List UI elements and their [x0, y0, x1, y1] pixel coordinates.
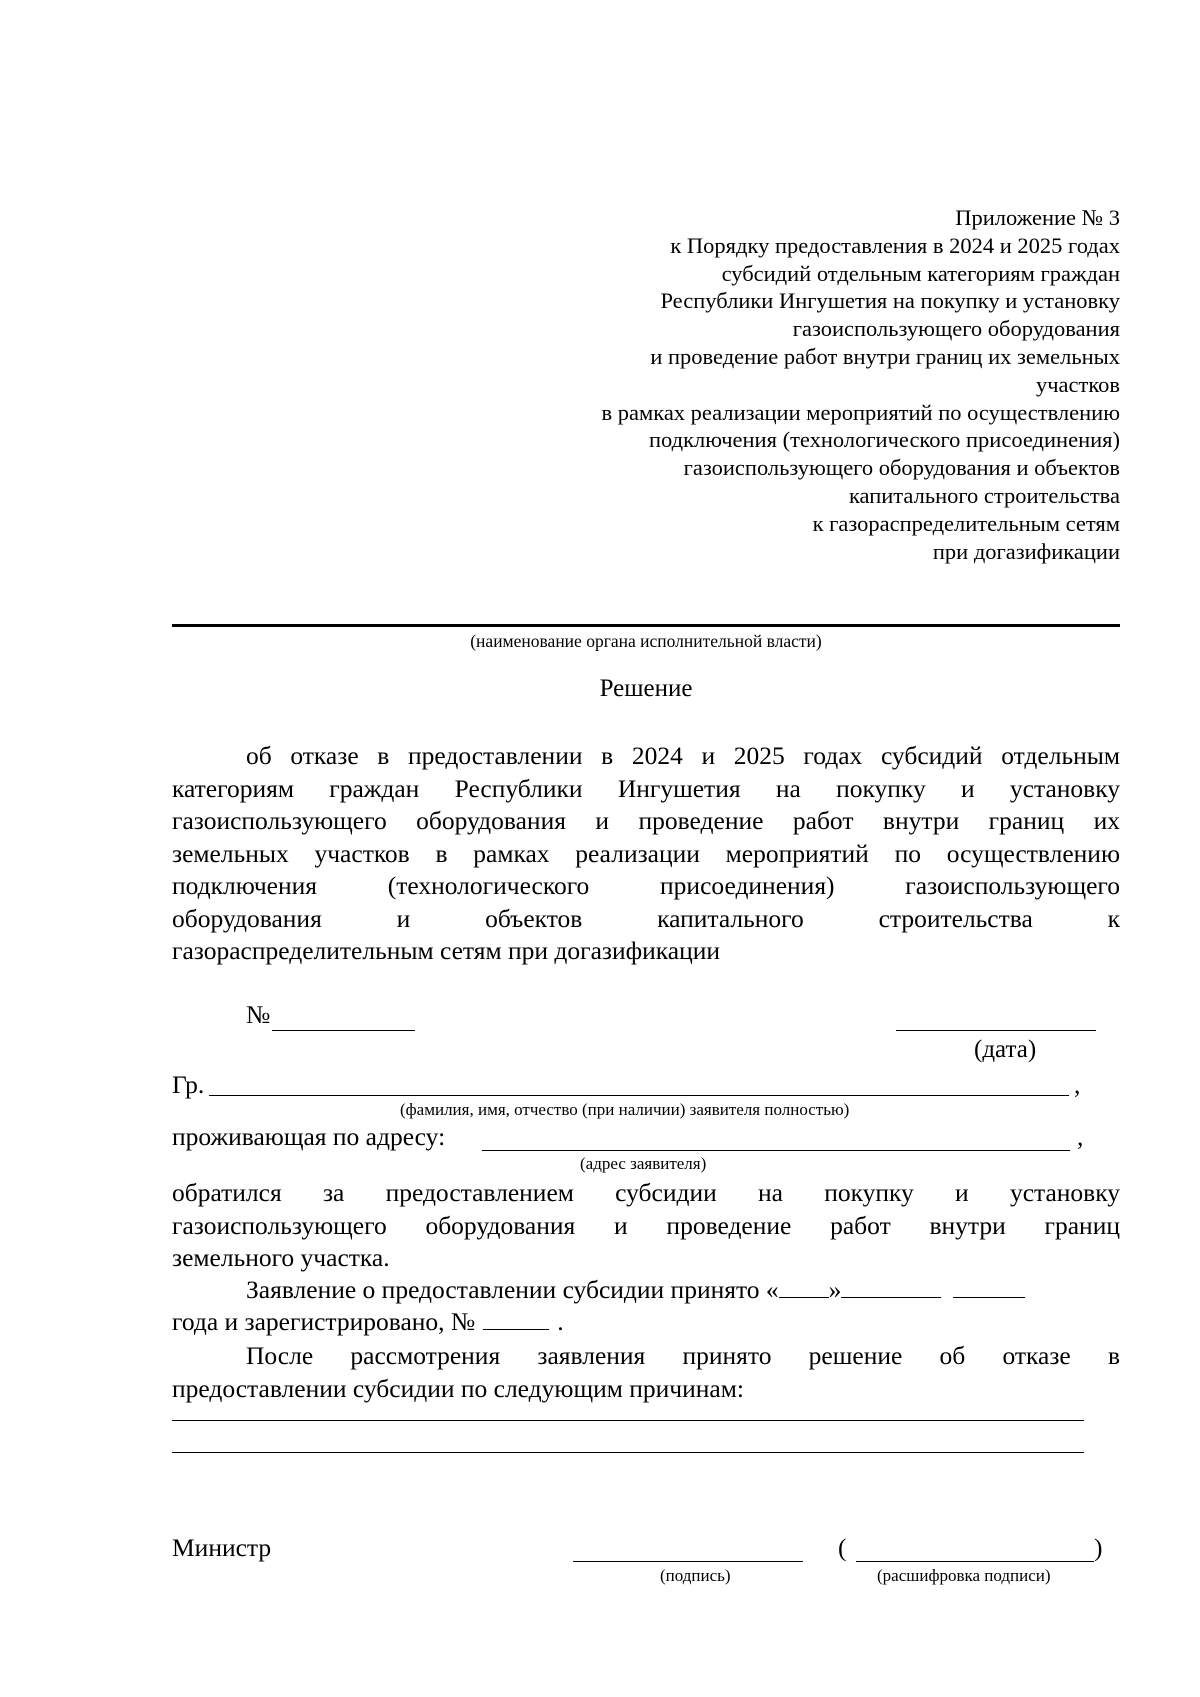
application-registered-line [172, 1307, 564, 1337]
refusal-line: После рассмотрения заявления принято решение об отказе в [246, 1341, 1120, 1370]
number-label: № [246, 1000, 271, 1029]
signatory-position: Министр [172, 1533, 272, 1562]
request-line: обратился за предоставлением субсидии на покупку и установку [172, 1178, 1120, 1207]
application-accepted-line [246, 1275, 1025, 1305]
request-line: газоиспользующего оборудования и проведение работ внутри границ [172, 1210, 1120, 1240]
request-paragraph [172, 1177, 1120, 1275]
refusal-paragraph [172, 1340, 1120, 1405]
reason-line [172, 1452, 1084, 1453]
quote-close: » [828, 1275, 842, 1304]
appendix-line: газоиспользующего оборудования [792, 316, 1120, 342]
subject-line: категориям граждан Республики Ингушетия на покупку и установку [172, 773, 1120, 803]
appendix-line: Приложение № 3 [955, 205, 1120, 230]
appendix-line: в рамках реализации мероприятий по осуществлению [601, 399, 1120, 425]
signature-decode-line [856, 1561, 1094, 1562]
subject-line: оборудования и объектов капитального строительства к [172, 903, 1120, 933]
appendix-line: газоиспользующего оборудования и объектов [683, 455, 1120, 481]
subject-line: газоиспользующего оборудования и проведение работ внутри границ их [172, 806, 1120, 835]
signature-caption: (подпись) [660, 1566, 731, 1585]
decision-subject [172, 740, 1120, 968]
date-caption: (дата) [974, 1036, 1037, 1063]
year-field-line [953, 1275, 1025, 1298]
subject-line: об отказе в предоставлении в 2024 и 2025 годах субсидий отдельным [246, 741, 1120, 770]
application-text: Заявление о предоставлении субсидии принято « [246, 1275, 779, 1304]
applicant-prefix: Гр. [172, 1070, 205, 1099]
applicant-name-line [209, 1095, 1069, 1096]
subject-line: газораспределительным сетям при догазификации [172, 936, 721, 965]
registered-end: . [557, 1307, 564, 1336]
date-field-line [896, 1030, 1096, 1031]
appendix-line: Республики Ингушетия на покупку и установку [660, 288, 1120, 314]
appendix-line: субсидий отдельным категориям граждан [721, 260, 1120, 286]
address-comma: , [1077, 1122, 1084, 1151]
applicant-comma: , [1074, 1070, 1081, 1099]
address-label: проживающая по адресу: [172, 1122, 446, 1151]
authority-name-line [172, 624, 1120, 627]
signature-line [573, 1561, 803, 1562]
registered-text: года и зарегистрировано, № [172, 1307, 476, 1336]
appendix-line: к Порядку предоставления в 2024 и 2025 годах [670, 232, 1120, 258]
appendix-line: участков [1035, 371, 1120, 397]
appendix-line: при догазификации [932, 538, 1120, 564]
paren-close: ) [1094, 1533, 1103, 1562]
applicant-name-caption: (фамилия, имя, отчество (при наличии) заявителя полностью) [400, 1100, 850, 1119]
month-field-line [841, 1275, 941, 1298]
subject-line: земельных участков в рамках реализации мероприятий по осуществлению [172, 838, 1120, 868]
number-field-line [272, 1030, 415, 1031]
signature-decode-caption: (расшифровка подписи) [877, 1566, 1051, 1585]
appendix-line: к газораспределительным сетям [812, 510, 1120, 536]
appendix-header [420, 204, 1120, 565]
appendix-line: подключения (технологического присоединения) [649, 427, 1120, 453]
request-line: земельного участка. [172, 1243, 390, 1272]
subject-line: подключения (технологического присоединения) газоиспользующего [172, 871, 1120, 900]
appendix-line: капитального строительства [848, 482, 1120, 508]
authority-caption: (наименование органа исполнительной власти) [470, 631, 822, 651]
day-field-line [779, 1275, 829, 1298]
refusal-line: предоставлении субсидии по следующим причинам: [172, 1373, 744, 1403]
document-title: Решение [599, 675, 693, 702]
address-caption: (адрес заявителя) [580, 1154, 707, 1173]
address-field-line [482, 1150, 1070, 1151]
paren-open: ( [838, 1533, 847, 1562]
reason-line [172, 1420, 1084, 1421]
appendix-line: и проведение работ внутри границ их земельных [650, 343, 1120, 369]
registration-number-line [483, 1307, 549, 1330]
